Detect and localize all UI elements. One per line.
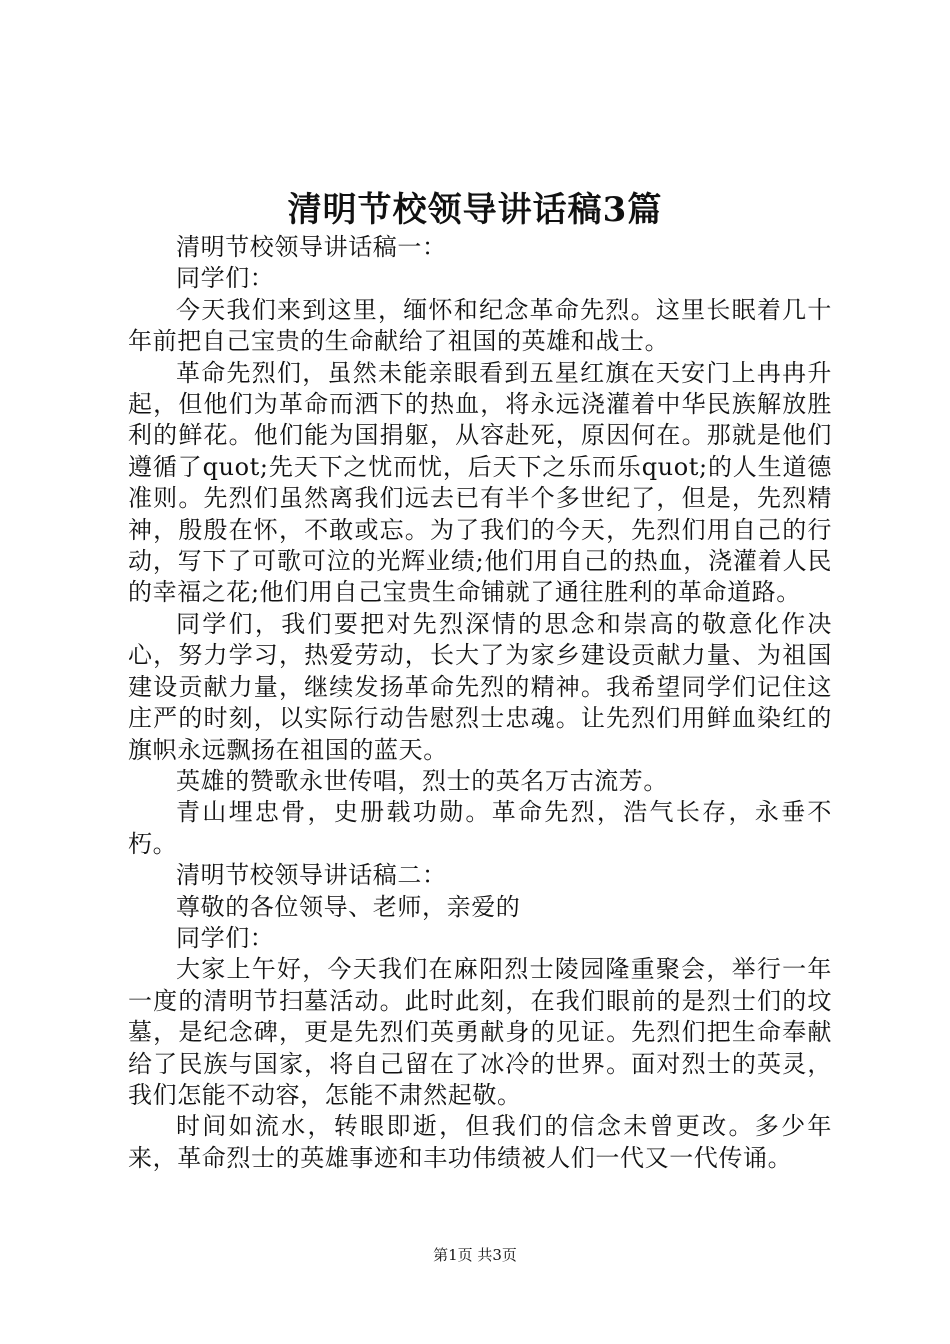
paragraph: 同学们： xyxy=(176,264,275,293)
paragraph: 今天我们来到这里，缅怀和纪念革命先烈。这里长眠着几十年前把自己宝贵的生命献给了祖国的英雄和战士。 xyxy=(128,295,832,356)
paragraph: 清明节校领导讲话稿一： xyxy=(176,233,447,261)
paragraph: 英雄的赞歌永世传唱，烈士的英名万古流芳。 xyxy=(176,766,668,795)
paragraph: 尊敬的各位领导、老师，亲爱的 xyxy=(176,892,521,921)
document-title: 清明节校领导讲话稿3篇 xyxy=(287,190,663,230)
paragraph: 青山埋忠骨，史册载功勋。革命先烈，浩气长存，永垂不朽。 xyxy=(128,798,832,858)
page-number-footer: 第1页 共3页 xyxy=(433,1246,517,1264)
paragraph: 革命先烈们，虽然未能亲眼看到五星红旗在天安门上冉冉升起，但他们为革命而洒下的热血，将永远浇灌着中华民族解放胜利的鲜花。他们能为国捐躯，从容赴死，原因何在。那就是他们遵循了quot;先天下之忧而忧，后天下之乐而乐quot;的人生道德准则。先烈们虽然离我们远去已有半个多世纪了，但是，先烈精神，殷殷在怀，不敢或忘。为了我们的今天，先烈们用自己的行动，写下了可歌可泣的光辉业绩;他们用自己的热血，浇灌着人民的幸福之花;他们用自己宝贵生命铺就了通往胜利的革命道路。 xyxy=(128,358,832,607)
document-body xyxy=(128,232,832,1174)
paragraph: 清明节校领导讲话稿二： xyxy=(176,861,447,890)
paragraph: 同学们： xyxy=(176,923,275,952)
paragraph: 大家上午好，今天我们在麻阳烈士陵园隆重聚会，举行一年一度的清明节扫墓活动。此时此刻，在我们眼前的是烈士们的坟墓，是纪念碑，更是先烈们英勇献身的见证。先烈们把生命奉献给了民族与国家，将自己留在了冰冷的世界。面对烈士的英灵，我们怎能不动容，怎能不肃然起敬。 xyxy=(128,955,832,1109)
paragraph: 同学们，我们要把对先烈深情的思念和崇高的敬意化作决心，努力学习，热爱劳动，长大了为家乡建设贡献力量、为祖国建设贡献力量，继续发扬革命先烈的精神。我希望同学们记住这庄严的时刻，以实际行动告慰烈士忠魂。让先烈们用鲜血染红的旗帜永远飘扬在祖国的蓝天。 xyxy=(128,609,832,764)
paragraph: 时间如流水，转眼即逝，但我们的信念未曾更改。多少年来，革命烈士的英雄事迹和丰功伟绩被人们一代又一代传诵。 xyxy=(128,1112,832,1172)
